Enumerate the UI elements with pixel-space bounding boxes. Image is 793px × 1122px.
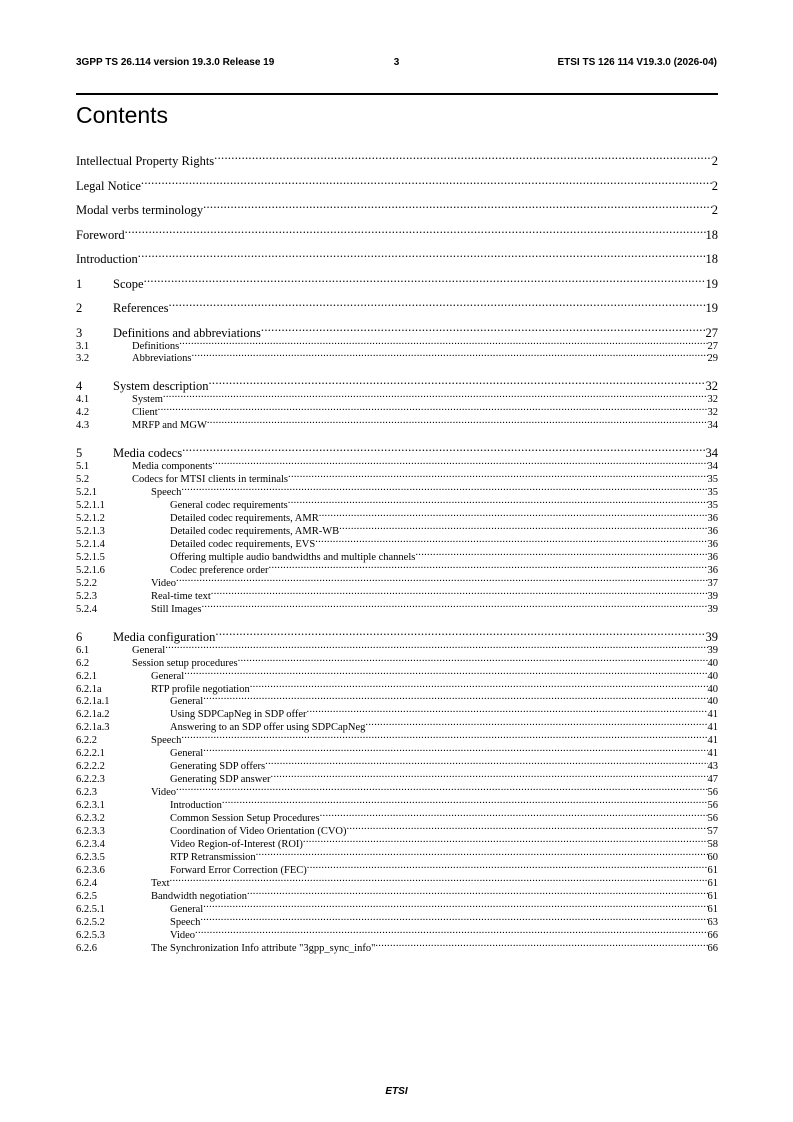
toc-entry-label: Scope (113, 276, 144, 291)
toc-entry[interactable] (76, 548, 718, 563)
toc-entry-number: 5.2.1 (76, 487, 97, 499)
toc-entry-number: 3.2 (76, 353, 90, 365)
toc-entry-page: 35 (707, 487, 718, 499)
toc-entry-number: 6.2.2.3 (76, 774, 105, 786)
toc-entry-label: Common Session Setup Procedures (170, 813, 320, 824)
toc-entry-number: 6.2.2 (76, 735, 97, 747)
toc-entry-page: 27 (707, 340, 718, 352)
toc-entry-number: 5.2.1.5 (76, 551, 105, 563)
toc-entry-page: 41 (707, 722, 718, 734)
toc-dot-leader (346, 822, 707, 834)
toc-entry-number: 6.1 (76, 644, 90, 656)
toc-entry-number: 2 (76, 301, 83, 315)
toc-entry-label: Introduction (170, 800, 222, 812)
toc-entry-page: 37 (707, 577, 718, 589)
toc-entry[interactable] (76, 390, 718, 406)
toc-entry[interactable] (76, 757, 718, 773)
toc-dot-leader (182, 441, 705, 457)
toc-entry-page: 56 (707, 787, 718, 799)
toc-dot-leader (207, 416, 708, 428)
toc-dot-leader (169, 296, 706, 312)
toc-entry-label: Video (151, 787, 177, 799)
toc-dot-leader (138, 247, 706, 263)
toc-entry-label: Generating SDP answer (170, 774, 271, 786)
toc-entry-page: 66 (707, 929, 718, 941)
toc-entry-number: 6.2.3.4 (76, 838, 105, 850)
toc-entry-page: 61 (707, 890, 718, 902)
toc-entry-page: 34 (707, 420, 718, 432)
toc-entry[interactable] (76, 574, 718, 589)
toc-dot-leader (256, 848, 708, 860)
toc-entry-label: Introduction (76, 252, 138, 266)
toc-entry-page: 66 (707, 942, 718, 954)
toc-entry-label: Codec preference order (170, 564, 269, 576)
toc-dot-leader (375, 939, 707, 951)
toc-entry-number: 3.1 (76, 340, 90, 352)
toc-entry-label: General codec requirements (170, 500, 288, 512)
toc-entry-page: 35 (707, 474, 718, 486)
toc-entry-page: 32 (705, 379, 718, 394)
toc-entry[interactable] (76, 887, 718, 902)
toc-entry-number: 6.2.2.2 (76, 761, 105, 773)
toc-entry-label: Intellectual Property Rights (76, 154, 215, 168)
toc-entry-page: 41 (707, 735, 718, 747)
toc-entry-page: 36 (707, 513, 718, 525)
toc-entry[interactable] (76, 744, 718, 760)
toc-dot-leader (307, 861, 708, 873)
toc-dot-leader (141, 174, 712, 190)
toc-dot-leader (208, 374, 705, 390)
toc-entry-number: 3 (76, 325, 83, 340)
toc-entry-label: Definitions (132, 340, 180, 352)
toc-entry-label: Real-time text (151, 590, 211, 602)
toc-entry-page: 32 (707, 407, 718, 419)
toc-entry-number: 6.2.1a (76, 683, 102, 695)
toc-entry[interactable] (76, 848, 718, 863)
toc-entry[interactable] (76, 900, 718, 915)
toc-entry-number: 6.2.5.2 (76, 916, 105, 928)
toc-dot-leader (203, 744, 707, 756)
toc-entry-number: 6.2.5.3 (76, 929, 105, 941)
toc-entry-label: RTP profile negotiation (151, 683, 250, 695)
toc-entry-number: 6.2.3.2 (76, 813, 105, 824)
toc-entry-page: 36 (707, 526, 718, 537)
toc-entry-page: 40 (707, 657, 718, 669)
toc-entry[interactable] (76, 337, 718, 352)
toc-entry-page: 57 (707, 825, 718, 837)
toc-entry-number: 5.1 (76, 461, 90, 473)
toc-dot-leader (163, 390, 708, 402)
toc-entry-label: Forward Error Correction (FEC) (170, 864, 307, 876)
toc-entry-label: Offering multiple audio bandwidths and multiple channels (170, 551, 416, 563)
toc-entry[interactable] (76, 403, 718, 419)
toc-dot-leader (203, 692, 707, 704)
toc-entry[interactable] (76, 667, 718, 682)
toc-entry[interactable] (76, 198, 718, 217)
toc-dot-leader (250, 680, 708, 692)
toc-entry-page: 60 (707, 851, 718, 863)
toc-entry-page: 18 (705, 227, 718, 242)
toc-entry-page: 47 (707, 774, 718, 786)
header-spec-version: 3GPP TS 26.114 version 19.3.0 Release 19 (76, 57, 275, 68)
toc-dot-leader (247, 887, 708, 899)
toc-entry-number: 4.1 (76, 394, 90, 406)
toc-entry[interactable] (76, 692, 718, 708)
toc-entry-number: 5.2.1.6 (76, 564, 105, 576)
toc-entry-page: 34 (705, 446, 718, 461)
toc-entry-label: Video (170, 929, 196, 941)
toc-dot-leader (238, 654, 708, 666)
toc-dot-leader (222, 796, 708, 808)
toc-entry-label: References (113, 301, 169, 315)
toc-entry-page: 40 (707, 683, 718, 695)
toc-dot-leader (144, 272, 706, 288)
toc-entry-page: 29 (707, 353, 718, 365)
toc-entry[interactable] (76, 149, 718, 168)
toc-entry-number: 4 (76, 379, 83, 394)
toc-dot-leader (261, 321, 706, 337)
toc-entry[interactable] (76, 374, 718, 394)
toc-entry-label: Detailed codec requirements, AMR (170, 513, 319, 525)
toc-entry-number: 6.2.3.1 (76, 800, 105, 812)
toc-dot-leader (339, 522, 707, 534)
toc-entry-label: Client (132, 407, 158, 419)
toc-entry-page: 39 (707, 644, 718, 656)
toc-entry[interactable] (76, 349, 718, 365)
toc-dot-leader (179, 337, 707, 349)
toc-dot-leader (214, 149, 712, 165)
toc-entry-number: 4.2 (76, 407, 90, 419)
toc-dot-leader (200, 913, 707, 925)
toc-dot-leader (212, 457, 707, 469)
footer-etsi: ETSI (385, 1086, 408, 1097)
toc-entry-page: 40 (707, 696, 718, 708)
toc-entry-label: Speech (151, 487, 182, 499)
toc-dot-leader (181, 731, 707, 743)
toc-entry-page: 58 (707, 838, 718, 850)
toc-entry-label: Answering to an SDP offer using SDPCapNeg (170, 722, 366, 734)
toc-entry-number: 6.2.5 (76, 890, 97, 902)
toc-entry-number: 6.2.1a.1 (76, 696, 110, 708)
toc-entry-number: 6.2.5.1 (76, 903, 105, 915)
toc-entry-page: 18 (705, 252, 718, 266)
toc-entry-label: The Synchronization Info attribute "3gpp_sync_info" (151, 942, 376, 954)
toc-entry-page: 61 (707, 864, 718, 876)
toc-entry-page: 35 (707, 500, 718, 512)
toc-dot-leader (320, 809, 708, 821)
header-etsi-reference: ETSI TS 126 114 V19.3.0 (2026-04) (557, 57, 717, 68)
toc-entry-page: 36 (707, 538, 718, 550)
toc-entry-number: 6.2.1 (76, 670, 97, 682)
toc-entry[interactable] (76, 731, 718, 747)
toc-entry[interactable] (76, 223, 718, 242)
toc-entry[interactable] (76, 247, 718, 266)
header-page-number: 3 (393, 57, 400, 68)
toc-entry[interactable] (76, 874, 718, 889)
toc-dot-leader (365, 718, 707, 730)
toc-entry-label: System (132, 394, 163, 406)
toc-entry[interactable] (76, 705, 718, 721)
toc-entry-label: Foreword (76, 227, 125, 242)
toc-entry-number: 5.2 (76, 474, 90, 486)
toc-entry-number: 6.2.3.5 (76, 851, 105, 863)
toc-entry-number: 6.2 (76, 657, 90, 669)
toc-dot-leader (265, 757, 707, 769)
toc-entry[interactable] (76, 470, 718, 486)
toc-entry-page: 34 (707, 461, 718, 473)
toc-entry[interactable] (76, 718, 718, 734)
toc-entry-page: 32 (707, 394, 718, 406)
toc-entry-page: 41 (707, 748, 718, 760)
toc-entry[interactable] (76, 926, 718, 941)
toc-entry[interactable] (76, 641, 718, 656)
toc-entry[interactable] (76, 561, 718, 576)
toc-entry[interactable] (76, 522, 718, 537)
toc-entry-number: 5.2.1.3 (76, 526, 105, 537)
toc-entry-number: 6.2.3.6 (76, 864, 105, 876)
toc-entry-label: Codecs for MTSI clients in terminals (132, 474, 289, 486)
toc-entry-page: 2 (711, 154, 718, 168)
toc-entry-number: 6 (76, 629, 83, 644)
toc-entry-label: Detailed codec requirements, AMR-WB (170, 526, 340, 537)
toc-dot-leader (203, 198, 712, 214)
toc-entry-label: Video Region-of-Interest (ROI) (170, 838, 303, 850)
toc-entry-label: Speech (151, 735, 182, 747)
toc-entry-label: General (170, 696, 204, 708)
toc-entry[interactable] (76, 496, 718, 512)
toc-entry-page: 63 (707, 916, 718, 928)
toc-entry[interactable] (76, 770, 718, 786)
toc-dot-leader (170, 874, 708, 886)
toc-entry[interactable] (76, 600, 718, 615)
toc-entry-label: Video (151, 577, 177, 589)
toc-entry-number: 1 (76, 276, 83, 291)
toc-entry-label: RTP Retransmission (170, 851, 256, 863)
toc-entry-page: 39 (705, 629, 718, 644)
toc-entry[interactable] (76, 296, 718, 315)
toc-entry-number: 5.2.2 (76, 577, 97, 589)
toc-entry[interactable] (76, 321, 718, 340)
toc-entry[interactable] (76, 509, 718, 525)
toc-dot-leader (288, 496, 708, 508)
toc-entry-page: 19 (705, 276, 718, 291)
toc-entry-label: Speech (170, 916, 201, 928)
toc-entry[interactable] (76, 587, 718, 602)
toc-entry-page: 41 (707, 709, 718, 721)
toc-entry-page: 36 (707, 551, 718, 563)
toc-entry-label: Definitions and abbreviations (113, 325, 261, 340)
toc-entry-number: 5.2.4 (76, 603, 97, 615)
toc-entry-label: General (151, 670, 185, 682)
toc-entry[interactable] (76, 457, 718, 473)
toc-entry-label: Coordination of Video Orientation (CVO) (170, 825, 347, 837)
toc-entry-page: 56 (707, 800, 718, 812)
toc-dot-leader (176, 574, 707, 586)
toc-entry[interactable] (76, 441, 718, 461)
toc-entry-number: 6.2.6 (76, 942, 97, 954)
toc-entry[interactable] (76, 796, 718, 812)
toc-entry-label: Abbreviations (132, 353, 192, 365)
toc-entry-label: Modal verbs terminology (76, 203, 204, 217)
toc-entry[interactable] (76, 939, 718, 954)
toc-entry-number: 6.2.1a.3 (76, 722, 110, 734)
toc-entry-label: General (132, 644, 166, 656)
toc-entry[interactable] (76, 835, 718, 850)
toc-entry[interactable] (76, 272, 718, 291)
toc-dot-leader (211, 587, 708, 599)
toc-entry-label: Generating SDP offers (170, 761, 266, 773)
toc-entry[interactable] (76, 783, 718, 799)
toc-dot-leader (201, 600, 707, 612)
toc-entry-label: General (170, 903, 204, 915)
toc-entry[interactable] (76, 809, 718, 824)
toc-entry[interactable] (76, 483, 718, 499)
toc-dot-leader (125, 223, 706, 239)
toc-entry-page: 19 (705, 301, 718, 315)
toc-entry[interactable] (76, 625, 718, 644)
toc-entry-label: Bandwidth negotiation (151, 890, 247, 902)
toc-entry[interactable] (76, 416, 718, 432)
toc-entry-number: 5.2.1.1 (76, 500, 105, 512)
toc-entry-number: 6.2.3.3 (76, 825, 105, 837)
toc-entry-number: 6.2.4 (76, 877, 97, 889)
toc-entry[interactable] (76, 535, 718, 550)
toc-entry-number: 5 (76, 446, 83, 461)
toc-entry-number: 6.2.2.1 (76, 748, 105, 760)
toc-entry-page: 39 (707, 590, 718, 602)
toc-entry-number: 6.2.1a.2 (76, 709, 110, 721)
toc-entry-number: 6.2.3 (76, 787, 97, 799)
toc-entry-label: Text (151, 877, 170, 889)
toc-entry[interactable] (76, 680, 718, 695)
toc-entry-page: 61 (707, 877, 718, 889)
toc-entry-number: 5.2.1.4 (76, 538, 105, 550)
toc-dot-leader (192, 349, 708, 361)
toc-entry-label: Media components (132, 461, 213, 473)
toc-entry-label: General (170, 748, 204, 760)
toc-entry[interactable] (76, 654, 718, 669)
toc-dot-leader (269, 561, 708, 573)
toc-entry-label: Detailed codec requirements, EVS (170, 538, 316, 550)
toc-entry-page: 2 (711, 203, 718, 217)
toc-dot-leader (184, 667, 707, 679)
toc-entry-page: 2 (711, 178, 718, 193)
toc-dot-leader (195, 926, 707, 938)
toc-entry-page: 40 (707, 670, 718, 682)
toc-dot-leader (319, 509, 708, 521)
toc-entry-label: Session setup procedures (132, 657, 238, 669)
toc-dot-leader (271, 770, 708, 782)
toc-entry-label: Using SDPCapNeg in SDP offer (170, 709, 307, 721)
toc-dot-leader (415, 548, 707, 560)
toc-entry-number: 5.2.3 (76, 590, 97, 602)
toc-entry-page: 61 (707, 903, 718, 915)
toc-dot-leader (307, 705, 708, 717)
toc-entry-page: 39 (707, 603, 718, 615)
toc-dot-leader (181, 483, 707, 495)
toc-dot-leader (288, 470, 707, 482)
toc-entry-page: 56 (707, 813, 718, 824)
toc-dot-leader (315, 535, 707, 547)
toc-entry-number: 4.3 (76, 420, 90, 432)
toc-entry[interactable] (76, 174, 718, 193)
toc-entry[interactable] (76, 913, 718, 928)
toc-entry-label: Media configuration (113, 629, 216, 644)
toc-dot-leader (158, 403, 708, 415)
toc-entry-page: 43 (707, 761, 718, 773)
toc-entry[interactable] (76, 822, 718, 837)
toc-entry-page: 27 (705, 325, 718, 340)
toc-dot-leader (203, 900, 707, 912)
toc-entry-label: System description (113, 379, 209, 394)
toc-entry-label: Legal Notice (76, 178, 141, 193)
toc-dot-leader (165, 641, 707, 653)
toc-entry-page: 36 (707, 564, 718, 576)
toc-dot-leader (303, 835, 708, 847)
page-title: Contents (76, 102, 169, 128)
toc-entry[interactable] (76, 861, 718, 876)
toc-entry-label: Still Images (151, 603, 202, 615)
toc-entry-number: 5.2.1.2 (76, 513, 105, 525)
toc-dot-leader (176, 783, 707, 795)
toc-entry-label: MRFP and MGW (132, 420, 207, 432)
toc-dot-leader (215, 625, 705, 641)
toc-entry-label: Media codecs (113, 446, 183, 461)
